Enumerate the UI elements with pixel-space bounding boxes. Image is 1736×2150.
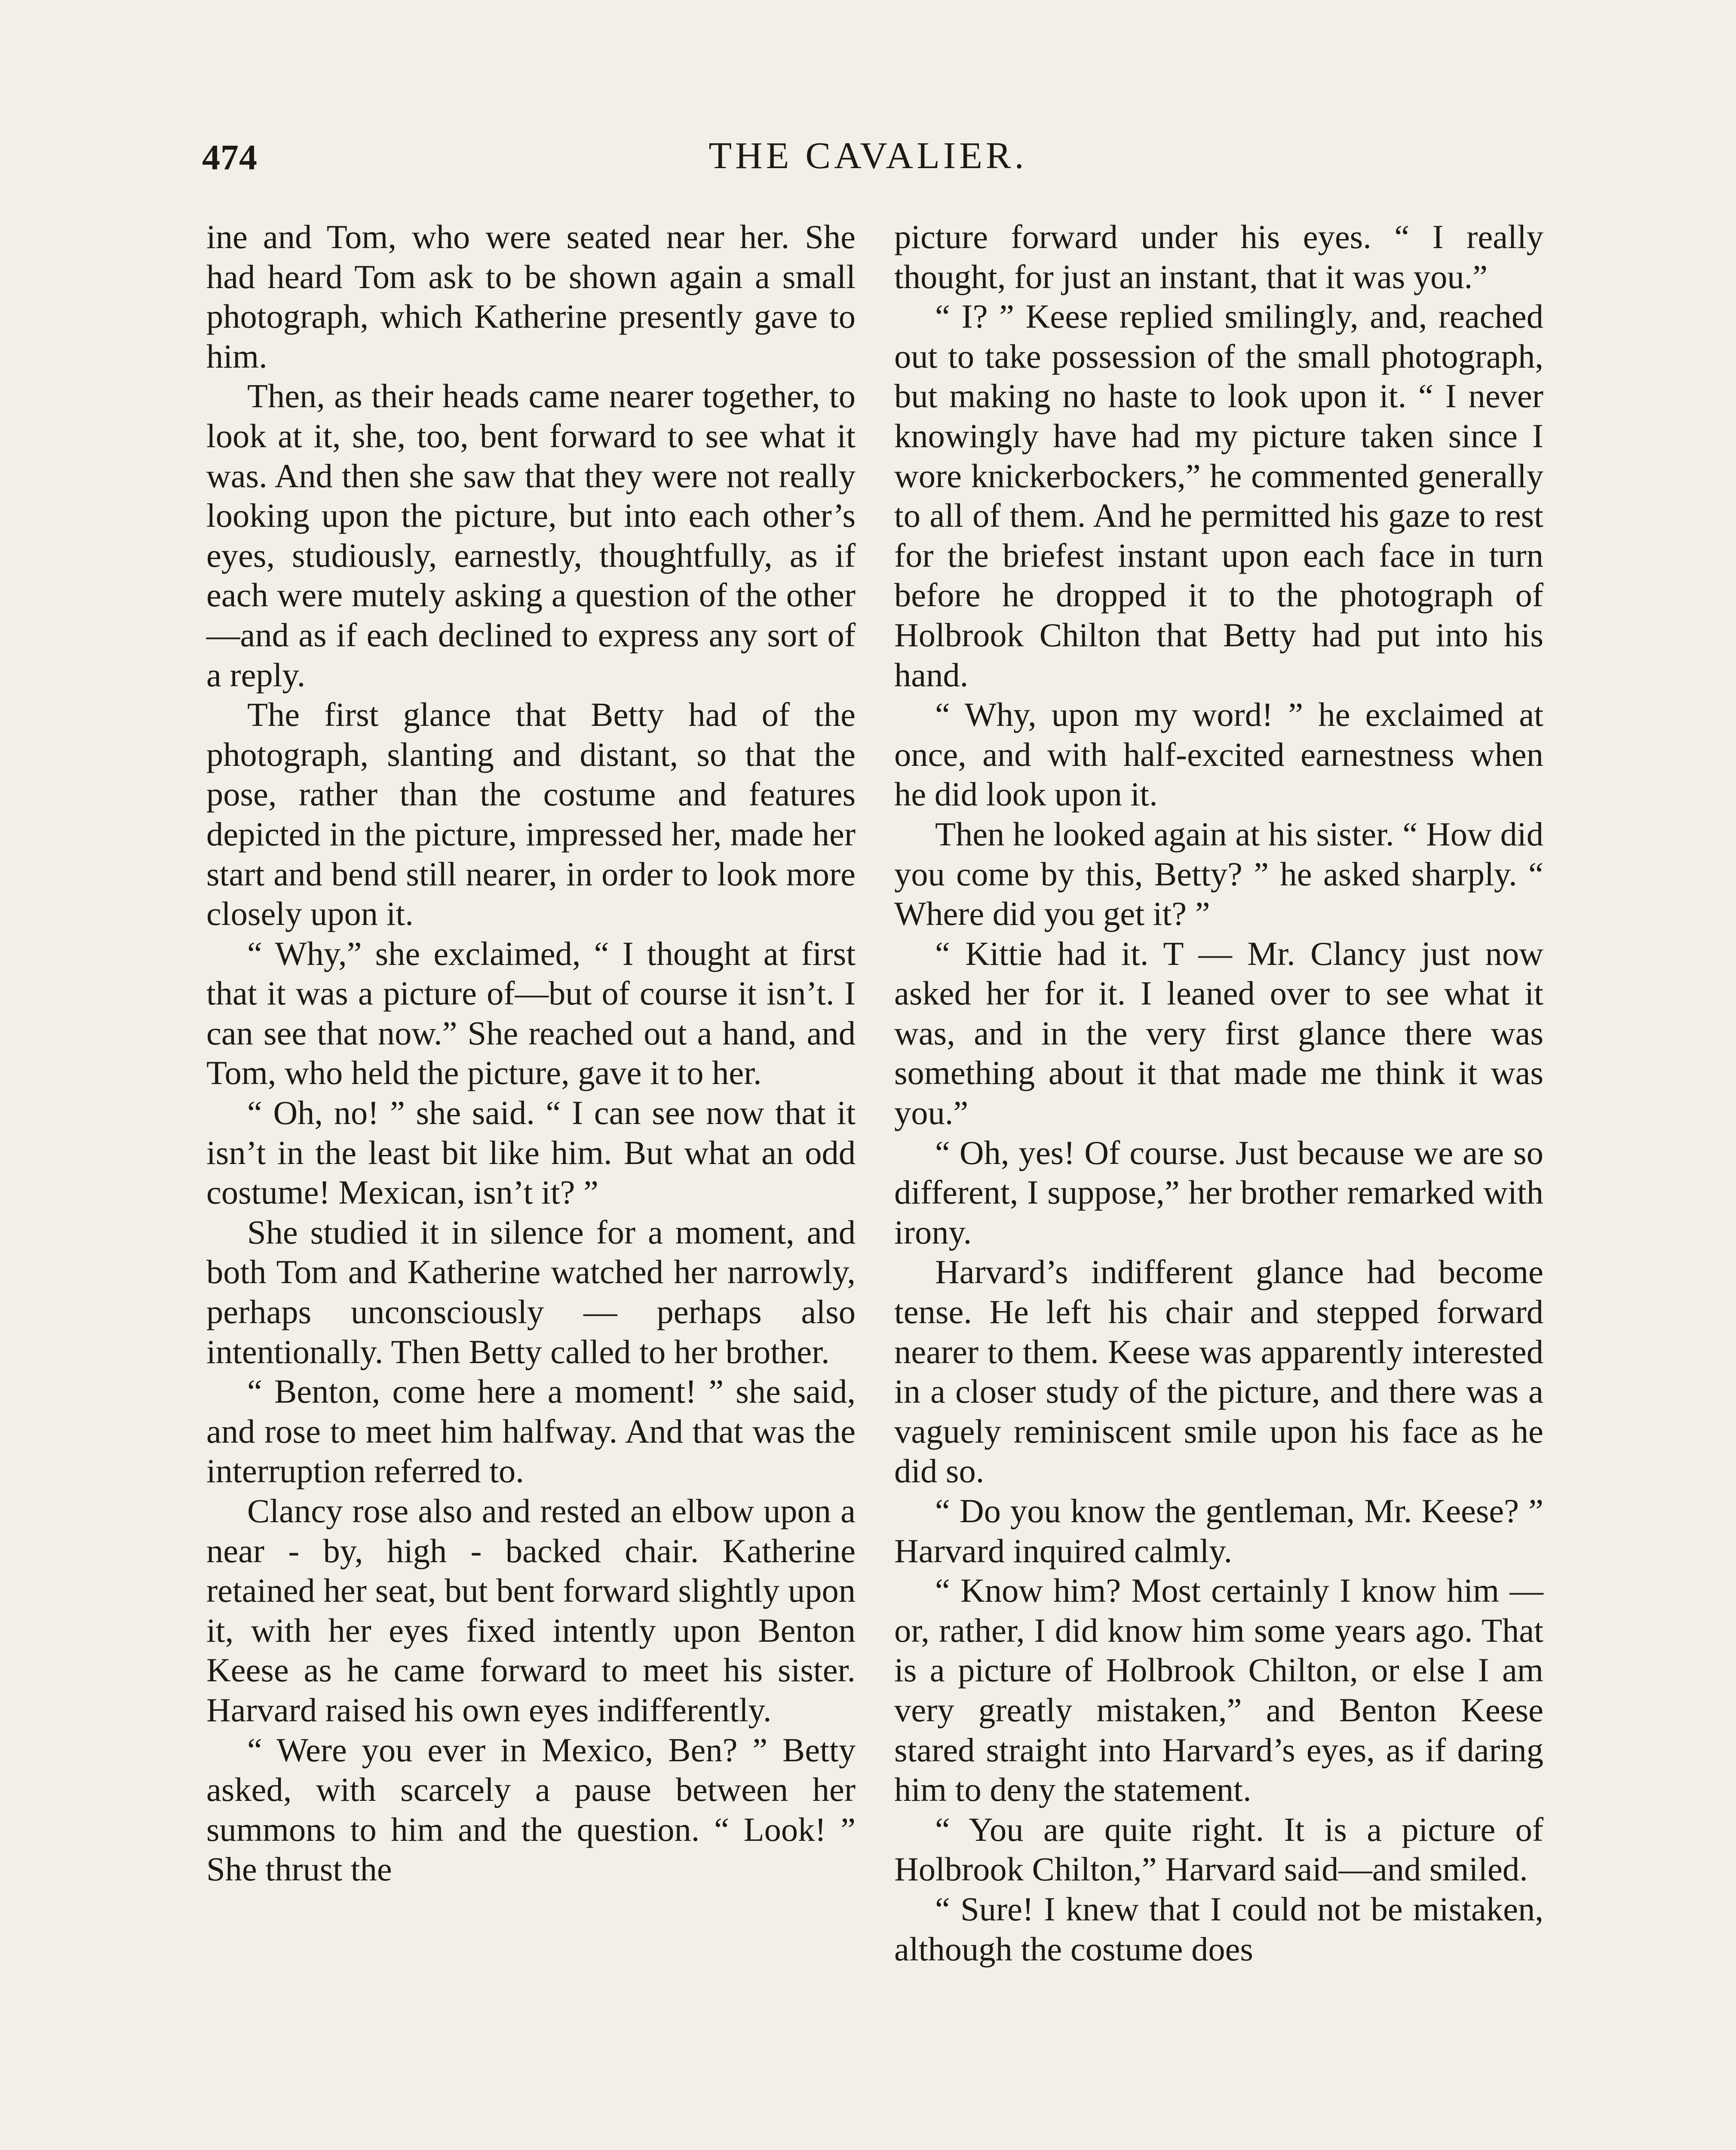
paragraph: “ You are quite right. It is a picture of Holbrook Chilton,” Harvard said—and smiled.	[894, 1810, 1543, 1888]
paragraph: Clancy rose also and rested an elbow upon a near - by, high - backed chair. Katherine retained her seat, but bent forward slightly upon it, with her eyes fixed intently upon Benton Keese as he came forward to meet his sister. Harvard raised his own eyes indifferently.	[206, 1492, 856, 1729]
paragraph: “ Do you know the gentleman, Mr. Keese? ” Harvard inquired calmly.	[894, 1492, 1543, 1570]
paragraph: ine and Tom, who were seated near her. She had heard Tom ask to be shown again a small photograph, which Katherine presently gave to him.	[206, 218, 856, 375]
paragraph: Then he looked again at his sister. “ How did you come by this, Betty? ” he asked sharply. “ Where did you get it? ”	[894, 815, 1543, 933]
paragraph: “ Were you ever in Mexico, Ben? ” Betty asked, with scarcely a pause between her summons to him and the question. “ Look! ” She thrust the	[206, 1731, 856, 1888]
paragraph: picture forward under his eyes. “ I really thought, for just an instant, that it was you.”	[894, 218, 1543, 295]
paragraph: “ Oh, yes! Of course. Just because we are so different, I suppose,” her brother remarked with irony.	[894, 1133, 1543, 1251]
paragraph: “ Know him? Most certainly I know him — or, rather, I did know him some years ago. That is a picture of Holbrook Chilton, or else I am very greatly mistaken,” and Benton Keese stared straight into Harvard’s eyes, as if daring him to deny the statement.	[894, 1572, 1543, 1809]
paragraph: “ I? ” Keese replied smilingly, and, reached out to take possession of the small photograph, but making no haste to look upon it. “ I never knowingly have had my picture taken since I wore knickerbockers,” he commented generally to all of them. And he permitted his gaze to rest for the briefest instant upon each face in turn before he dropped it to the photograph of Holbrook Chilton that Betty had put into his hand.	[894, 298, 1543, 694]
right-column	[894, 217, 1543, 1969]
page-number: 474	[202, 138, 258, 178]
paragraph: “ Oh, no! ” she said. “ I can see now that it isn’t in the least bit like him. But what an odd costume! Mexican, isn’t it? ”	[206, 1094, 856, 1211]
paragraph: Harvard’s indifferent glance had become tense. He left his chair and stepped forward nearer to them. Keese was apparently interested in a closer study of the picture, and there was a vaguely reminiscent smile upon his face as he did so.	[894, 1253, 1543, 1490]
paragraph: Then, as their heads came nearer together, to look at it, she, too, bent forward to see what it was. And then she saw that they were not really looking upon the picture, but into each other’s eyes, studiously, earnestly, thoughtfully, as if each were mutely asking a question of the other—and as if each declined to express any sort of a reply.	[206, 377, 856, 694]
paragraph: “ Kittie had it. T — Mr. Clancy just now asked her for it. I leaned over to see what it was, and in the very first glance there was something about it that made me think it was you.”	[894, 934, 1543, 1132]
paragraph: “ Benton, come here a moment! ” she said, and rose to meet him halfway. And that was the interruption referred to.	[206, 1373, 856, 1490]
paragraph: “ Why, upon my word! ” he exclaimed at once, and with half-excited earnestness when he did look upon it.	[894, 696, 1543, 813]
paragraph: “ Why,” she exclaimed, “ I thought at first that it was a picture of—but of course it isn’t. I can see that now.” She reached out a hand, and Tom, who held the picture, gave it to her.	[206, 934, 856, 1092]
paragraph: “ Sure! I knew that I could not be mistaken, although the costume does	[894, 1890, 1543, 1968]
running-title: THE CAVALIER.	[709, 135, 1027, 177]
paragraph: She studied it in silence for a moment, and both Tom and Katherine watched her narrowly, perhaps unconsciously — perhaps also intentionally. Then Betty called to her brother.	[206, 1213, 856, 1370]
paragraph: The first glance that Betty had of the photograph, slanting and distant, so that the pose, rather than the costume and features depicted in the picture, impressed her, made her start and bend still nearer, in order to look more closely upon it.	[206, 696, 856, 933]
left-column	[206, 217, 856, 1889]
